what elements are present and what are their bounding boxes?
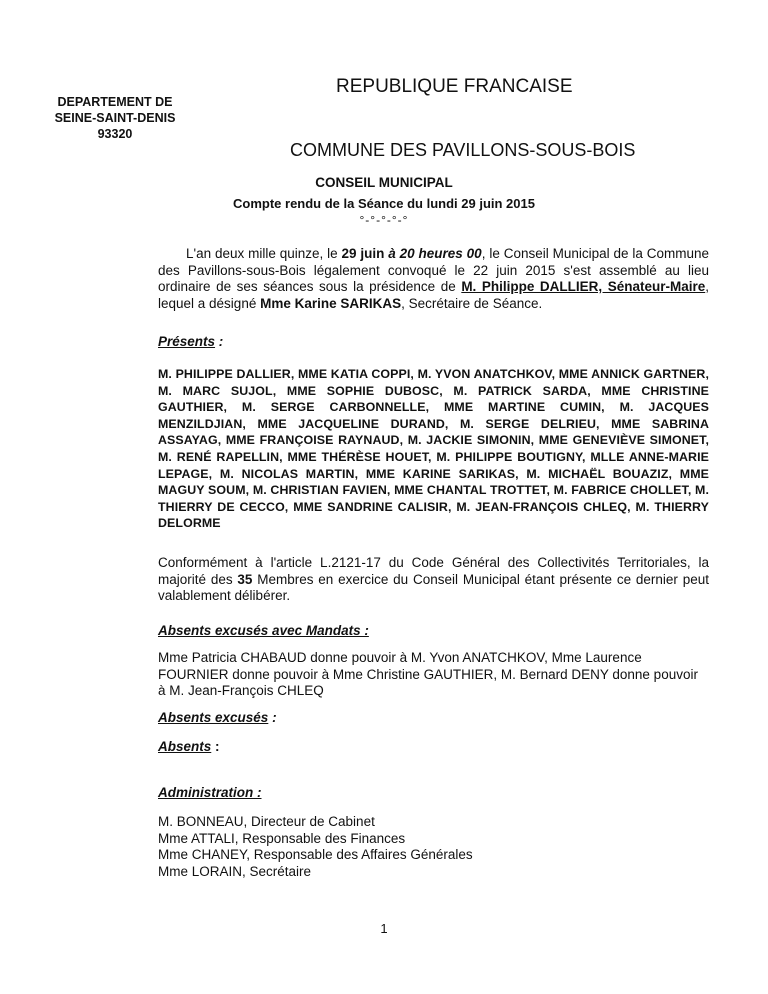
department-block	[50, 94, 180, 142]
intro-text-4: , lequel a désigné	[158, 279, 709, 311]
meeting-title: Compte rendu de la Séance du lundi 29 juin 2015	[233, 196, 535, 211]
absents-excuses-heading-colon: :	[268, 710, 277, 725]
conformity-text-1: Conformément à l'article L.2121-17 du Code Général des Collectivités Territoriales, la majorité des	[158, 555, 709, 587]
separator: °-°-°-°-°	[359, 213, 409, 227]
absents-heading	[158, 739, 709, 756]
absents-excuses-heading	[158, 710, 709, 727]
administration-list	[158, 814, 709, 880]
commune-title: COMMUNE DES PAVILLONS-SOUS-BOIS	[290, 140, 636, 160]
intro-secretary: Mme Karine SARIKAS	[260, 295, 402, 311]
absents-mandats-heading: Absents excusés avec Mandats :	[158, 623, 369, 638]
conformity-text-2: Membres en exercice du Conseil Municipal étant présente ce dernier peut valablement délibérer.	[158, 571, 709, 603]
intro-text-3: , le Conseil Municipal de la Commune des Pavillons-sous-Bois légalement convoqué le 22 juin 2015 s'est assemblé au lieu ordinaire de ses séances sous la présidence de	[158, 246, 710, 294]
intro-paragraph	[158, 246, 709, 312]
absents-heading-word: Absents	[158, 739, 212, 754]
department-code: 93320	[97, 127, 133, 141]
absents-excuses-heading-word: Absents excusés	[158, 710, 269, 725]
presents-heading-colon: :	[215, 334, 224, 349]
council-title: CONSEIL MUNICIPAL	[315, 175, 453, 190]
absents-heading-colon: :	[211, 739, 220, 754]
administration-heading: Administration :	[158, 785, 262, 800]
page-number: 1	[380, 921, 388, 936]
intro-text-1: L'an deux mille quinze, le	[186, 246, 342, 261]
intro-date: 29 juin	[341, 246, 385, 261]
intro-text-5: , Secrétaire de Séance.	[401, 295, 543, 311]
republic-title: REPUBLIQUE FRANCAISE	[336, 76, 573, 97]
department-line-1: DEPARTEMENT DE	[57, 95, 173, 109]
intro-time: à 20 heures 00	[388, 246, 482, 261]
department-line-2: SEINE-SAINT-DENIS	[54, 111, 176, 125]
intro-president: M. Philippe DALLIER, Sénateur-Maire	[461, 279, 706, 294]
members-count: 35	[237, 571, 253, 587]
administration-member: Mme ATTALI, Responsable des Finances	[158, 830, 406, 846]
administration-member: Mme LORAIN, Secrétaire	[158, 863, 312, 879]
administration-member: Mme CHANEY, Responsable des Affaires Générales	[158, 847, 473, 862]
conformity-paragraph	[158, 555, 709, 605]
presents-heading-word: Présents	[158, 334, 216, 349]
administration-member: M. BONNEAU, Directeur de Cabinet	[158, 814, 375, 829]
presents-names: M. PHILIPPE DALLIER, MME KATIA COPPI, M. YVON ANATCHKOV, MME ANNICK GARTNER, M. MARC SUJOL, MME SOPHIE DUBOSC, M. PATRICK SARDA, MME CHRISTINE GAUTHIER, M. SERGE CARBONNELLE, MME MARTINE CUMIN, M. JACQUES MENZILDJIAN, MME JACQUELINE DURAND, M. SERGE DELRIEU, MME SABRINA ASSAYAG, MME FRANÇOISE RAYNAUD, M. JACKIE SIMONIN, MME GENEVIÈVE SIMONET, M. RENÉ RAPELLIN, MME THÉRÈSE HOUET, M. PHILIPPE BOUTIGNY, MLLE ANNE-MARIE LEPAGE, M. NICOLAS MARTIN, MME KARINE SARIKAS, M. MICHAËL BOUAZIZ, MME MAGUY SOUM, M. CHRISTIAN FAVIEN, MME CHANTAL TROTTET, M. FABRICE CHOLLET, M. THIERRY DE CECCO, MME SANDRINE CALISIR, M. JEAN-FRANÇOIS CHLEQ, M. THIERRY DELORME	[158, 367, 709, 531]
presents-heading	[158, 334, 709, 351]
absents-mandats-text: Mme Patricia CHABAUD donne pouvoir à M. Yvon ANATCHKOV, Mme Laurence FOURNIER donne pouvoir à Mme Christine GAUTHIER, M. Bernard DENY donne pouvoir à M. Jean-François CHLEQ	[158, 650, 698, 698]
